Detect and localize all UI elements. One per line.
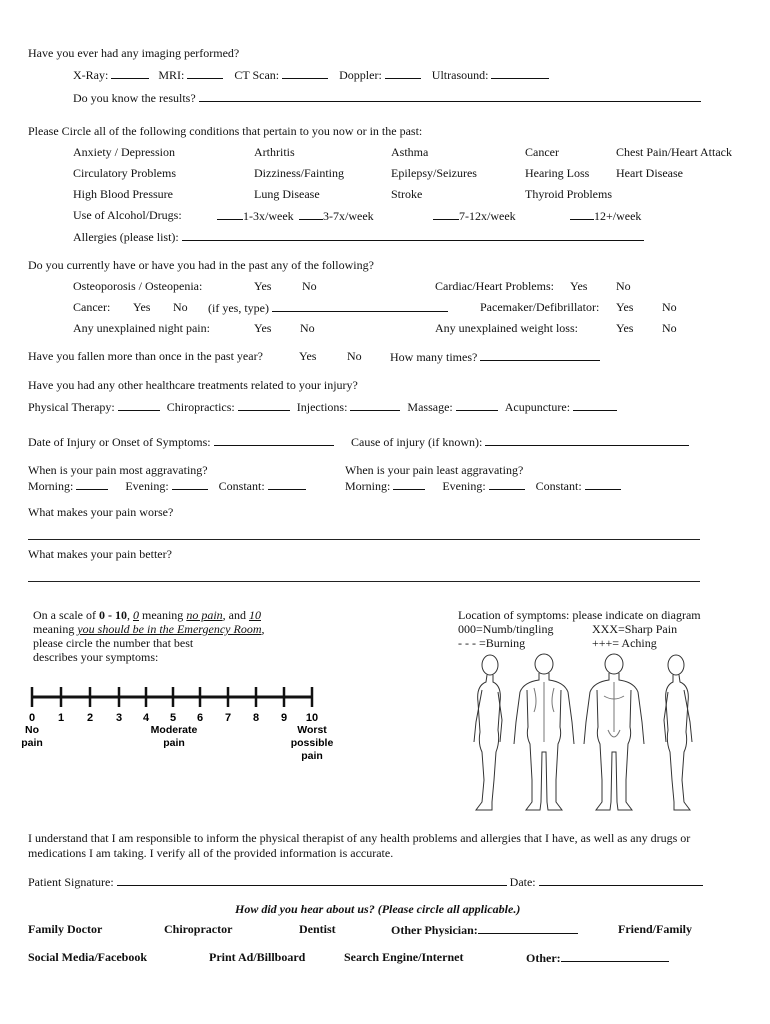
condition-stroke[interactable]: Stroke	[391, 187, 423, 201]
scale-line-4: describes your symptoms:	[33, 650, 159, 664]
cancer-no[interactable]: No	[173, 300, 188, 314]
pain-scale-number-9[interactable]: 9	[280, 712, 288, 724]
legend-numb: 000=Numb/tingling	[458, 622, 554, 636]
imaging-row	[73, 67, 549, 82]
ultrasound-label: Ultrasound:	[431, 68, 489, 82]
pacemaker-label: Pacemaker/Defibrillator:	[480, 300, 600, 314]
night-pain-label: Any unexplained night pain:	[73, 321, 210, 335]
consent-line-1: I understand that I am responsible to inform the physical therapist of any health problems and allergies that I have, as well as any drugs or	[28, 831, 691, 845]
history-prompt: Do you currently have or have you had in the past any of the following?	[28, 258, 374, 272]
ref-other[interactable]: Other:	[526, 950, 669, 965]
ultrasound-field[interactable]	[491, 67, 549, 79]
mri-label: MRI:	[158, 68, 185, 82]
body-back[interactable]	[514, 654, 574, 810]
cardiac-yes[interactable]: Yes	[570, 279, 588, 293]
injections-field[interactable]	[350, 399, 400, 411]
ref-print-ad[interactable]: Print Ad/Billboard	[209, 950, 306, 964]
pt-label: Physical Therapy:	[28, 400, 115, 414]
pain-scale-number-7[interactable]: 7	[224, 712, 232, 724]
legend-sharp: XXX=Sharp Pain	[592, 622, 678, 636]
treatments-row	[28, 399, 617, 414]
pain-scale-number-1[interactable]: 1	[57, 712, 65, 724]
ref-friend-family[interactable]: Friend/Family	[618, 922, 692, 936]
pain-most-label: When is your pain most aggravating?	[28, 463, 208, 477]
condition-cancer[interactable]: Cancer	[525, 145, 559, 159]
condition-lung-disease[interactable]: Lung Disease	[254, 187, 320, 201]
ref-family-doctor[interactable]: Family Doctor	[28, 922, 103, 936]
alcohol-opt-2[interactable]: 3-7x/week	[299, 208, 374, 223]
condition-anxiety[interactable]: Anxiety / Depression	[73, 145, 175, 159]
alcohol-opt-3[interactable]: 7-12x/week	[433, 208, 516, 223]
doppler-label: Doppler:	[339, 68, 382, 82]
chiro-label: Chiropractics:	[166, 400, 235, 414]
worst-label-1: Worst	[297, 724, 327, 736]
location-title: Location of symptoms: please indicate on diagram	[458, 608, 701, 622]
cancer-type-field[interactable]	[272, 300, 448, 312]
mri-field[interactable]	[187, 67, 223, 79]
how-many-field[interactable]	[480, 349, 600, 361]
pain-scale-number-6[interactable]: 6	[196, 712, 204, 724]
least-morning-field[interactable]	[393, 478, 425, 490]
pain-scale-number-8[interactable]: 8	[252, 712, 260, 724]
date-label: Date:	[509, 875, 536, 889]
least-evening-label: Evening:	[442, 479, 486, 493]
body-front[interactable]	[584, 654, 644, 810]
consent-line-2: medications I am taking. I verify all of the provided information is accurate.	[28, 846, 394, 860]
pain-scale-number-4[interactable]: 4	[142, 712, 150, 724]
moderate-label-1: Moderate	[150, 724, 198, 736]
signature-row	[28, 874, 703, 889]
cancer-type-row	[208, 300, 448, 315]
most-evening-label: Evening:	[125, 479, 169, 493]
ct-label: CT Scan:	[234, 68, 280, 82]
injury-date-field[interactable]	[214, 434, 334, 446]
pt-field[interactable]	[118, 399, 160, 411]
acupuncture-field[interactable]	[573, 399, 617, 411]
body-diagram[interactable]	[462, 652, 702, 817]
xray-field[interactable]	[111, 67, 149, 79]
injury-date-row	[28, 434, 334, 449]
condition-circulatory[interactable]: Circulatory Problems	[73, 166, 176, 180]
signature-field[interactable]	[117, 874, 507, 886]
body-side-left[interactable]	[474, 655, 502, 810]
injury-cause-label: Cause of injury (if known):	[351, 435, 483, 449]
pacemaker-no[interactable]: No	[662, 300, 677, 314]
treatments-prompt: Have you had any other healthcare treatments related to your injury?	[28, 378, 358, 392]
scale-line-1: On a scale of 0 - 10, 0 meaning no pain, and 10	[33, 608, 261, 622]
injury-cause-row	[351, 434, 689, 449]
most-constant-field[interactable]	[268, 478, 306, 490]
most-morning-field[interactable]	[76, 478, 108, 490]
cancer-type-label: (if yes, type)	[208, 301, 269, 315]
injury-cause-field[interactable]	[485, 434, 689, 446]
pain-least-label: When is your pain least aggravating?	[345, 463, 524, 477]
condition-heart-disease[interactable]: Heart Disease	[616, 166, 683, 180]
no-pain-label-1: No	[25, 724, 39, 736]
allergies-row	[73, 229, 644, 244]
signature-label: Patient Signature:	[28, 875, 114, 889]
results-field[interactable]	[199, 90, 701, 102]
least-constant-label: Constant:	[535, 479, 582, 493]
condition-epilepsy[interactable]: Epilepsy/Seizures	[391, 166, 477, 180]
results-label: Do you know the results?	[73, 91, 196, 105]
most-morning-label: Morning:	[28, 479, 74, 493]
massage-field[interactable]	[456, 399, 498, 411]
alcohol-opt-4[interactable]: 12+/week	[570, 208, 641, 223]
injections-label: Injections:	[296, 400, 348, 414]
cardiac-label: Cardiac/Heart Problems:	[435, 279, 554, 293]
worse-field[interactable]	[28, 539, 700, 540]
scale-line-2: meaning you should be in the Emergency Room,	[33, 622, 265, 636]
allergies-label: Allergies (please list):	[73, 230, 179, 244]
night-pain-yes[interactable]: Yes	[254, 321, 272, 335]
cancer-label: Cancer:	[73, 300, 111, 314]
weight-loss-no[interactable]: No	[662, 321, 677, 335]
least-morning-label: Morning:	[345, 479, 391, 493]
osteo-label: Osteoporosis / Osteopenia:	[73, 279, 203, 293]
night-pain-no[interactable]: No	[300, 321, 315, 335]
referral-title: How did you hear about us? (Please circle all applicable.)	[235, 902, 521, 916]
weight-loss-label: Any unexplained weight loss:	[435, 321, 578, 335]
how-many-row	[390, 349, 600, 364]
ref-social-media[interactable]: Social Media/Facebook	[28, 950, 147, 964]
ref-chiropractor[interactable]: Chiropractor	[164, 922, 233, 936]
conditions-prompt: Please Circle all of the following conditions that pertain to you now or in the past:	[28, 124, 423, 138]
condition-thyroid[interactable]: Thyroid Problems	[525, 187, 612, 201]
pain-scale-number-3[interactable]: 3	[115, 712, 123, 724]
condition-dizziness[interactable]: Dizziness/Fainting	[254, 166, 344, 180]
xray-label: X-Ray:	[73, 68, 109, 82]
weight-loss-yes[interactable]: Yes	[616, 321, 634, 335]
ref-dentist[interactable]: Dentist	[299, 922, 336, 936]
pain-scale-graphic	[20, 682, 340, 792]
legend-aching: +++= Aching	[592, 636, 657, 650]
ct-field[interactable]	[282, 67, 328, 79]
no-pain-label-2: pain	[21, 737, 43, 749]
doppler-field[interactable]	[385, 67, 421, 79]
most-evening-field[interactable]	[172, 478, 208, 490]
worse-label: What makes your pain worse?	[28, 505, 174, 519]
least-evening-field[interactable]	[489, 478, 525, 490]
chiro-field[interactable]	[238, 399, 290, 411]
worst-label-3: pain	[301, 750, 323, 762]
how-many-label: How many times?	[390, 350, 478, 364]
pain-least-row	[345, 478, 621, 493]
condition-blood-pressure[interactable]: High Blood Pressure	[73, 187, 173, 201]
osteo-no[interactable]: No	[302, 279, 317, 293]
imaging-question: Have you ever had any imaging performed?	[28, 46, 240, 60]
pain-most-row	[28, 478, 306, 493]
acupuncture-label: Acupuncture:	[504, 400, 571, 414]
better-field[interactable]	[28, 581, 700, 582]
most-constant-label: Constant:	[218, 479, 265, 493]
alcohol-opt-1[interactable]: 1-3x/week	[217, 208, 294, 223]
fallen-yes[interactable]: Yes	[299, 349, 317, 363]
pain-scale-number-10[interactable]: 10	[305, 712, 319, 724]
massage-label: Massage:	[407, 400, 453, 414]
condition-chest-pain[interactable]: Chest Pain/Heart Attack	[616, 145, 732, 159]
pain-scale-number-2[interactable]: 2	[86, 712, 94, 724]
ref-other-physician[interactable]: Other Physician:	[391, 922, 578, 937]
legend-burning: - - - =Burning	[458, 636, 526, 650]
cancer-yes[interactable]: Yes	[133, 300, 151, 314]
better-label: What makes your pain better?	[28, 547, 172, 561]
allergies-field[interactable]	[182, 229, 644, 241]
date-field[interactable]	[539, 874, 703, 886]
pain-scale-number-0[interactable]: 0	[28, 712, 36, 724]
injury-date-label: Date of Injury or Onset of Symptoms:	[28, 435, 211, 449]
alcohol-label: Use of Alcohol/Drugs:	[73, 208, 182, 222]
condition-asthma[interactable]: Asthma	[391, 145, 429, 159]
moderate-label-2: pain	[163, 737, 185, 749]
condition-hearing-loss[interactable]: Hearing Loss	[525, 166, 590, 180]
results-row	[73, 90, 701, 105]
pain-scale-number-5[interactable]: 5	[169, 712, 177, 724]
fallen-label: Have you fallen more than once in the past year?	[28, 349, 263, 363]
worst-label-2: possible	[290, 737, 334, 749]
cardiac-no[interactable]: No	[616, 279, 631, 293]
scale-line-3: please circle the number that best	[33, 636, 194, 650]
osteo-yes[interactable]: Yes	[254, 279, 272, 293]
body-side-right[interactable]	[664, 655, 692, 810]
least-constant-field[interactable]	[585, 478, 621, 490]
condition-arthritis[interactable]: Arthritis	[254, 145, 295, 159]
ref-search-engine[interactable]: Search Engine/Internet	[344, 950, 464, 964]
fallen-no[interactable]: No	[347, 349, 362, 363]
pacemaker-yes[interactable]: Yes	[616, 300, 634, 314]
